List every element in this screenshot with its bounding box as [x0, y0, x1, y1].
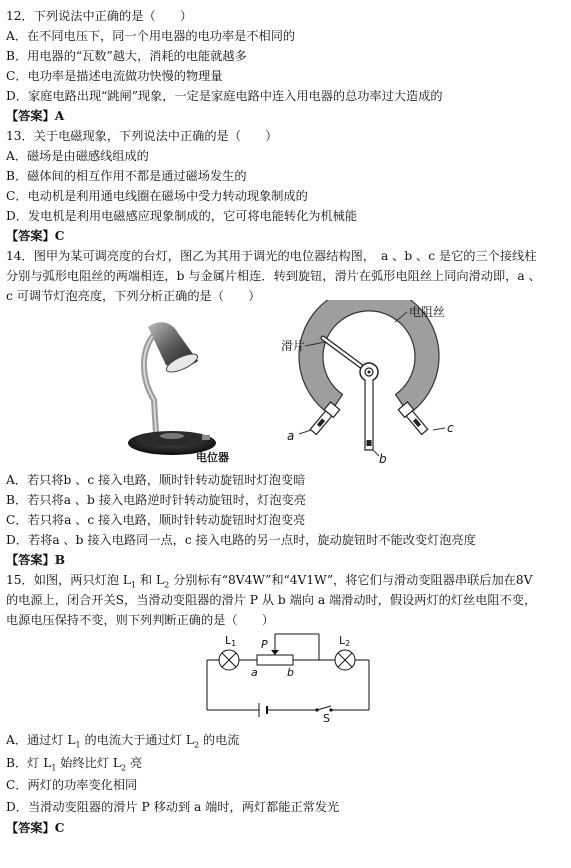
q13-answer: 【答案】C	[6, 229, 65, 243]
q14-stem-line3: c 可调节灯泡亮度，下列分析正确的是（ ）	[6, 289, 261, 303]
q15-stem-line3: 电源电压保持不变，则下列判断正确的是（ ）	[6, 613, 275, 627]
q15-option-b: B．灯 $L_1$ 始终比灯 $L_2$ 亮	[6, 756, 143, 773]
terminal-b-label: b	[379, 452, 387, 465]
terminal-a-label: a	[287, 429, 295, 443]
q12-option-b: B．用电器的“瓦数”越大，消耗的电能就越多	[6, 49, 247, 63]
q14-option-a: A．若只将b 、c 接入电路，顺时针转动旋钮时灯泡变暗	[6, 473, 306, 487]
q13-stem: 13．关于电磁现象，下列说法中正确的是（ ）	[6, 129, 278, 143]
rheostat-icon	[257, 655, 293, 665]
q14-option-d: D．若将a 、b 接入电路同一点，c 接入电路的另一点时，旋动旋钮时不能改变灯泡亮度	[6, 533, 476, 547]
terminal-c-label: c	[447, 421, 454, 435]
q15-stem-line1: 15．如图，两只灯泡 $L_1$ 和 $L_2$ 分别标有“8V4W”和“4V1W”，将它们与滑动变阻器串联后加在8V	[6, 573, 533, 590]
battery-icon	[259, 703, 267, 717]
q14-answer: 【答案】B	[6, 553, 66, 567]
q14-option-c: C．若只将a 、c 接入电路，顺时针转动旋钮时灯泡变亮	[6, 513, 306, 527]
resistance-wire-label: 电阻丝	[409, 305, 446, 319]
lamp-l2-label: L2	[339, 634, 351, 648]
q12-stem: 12．下列说法中正确的是（ ）	[6, 9, 193, 23]
metal-strip-icon	[365, 380, 373, 450]
q13-option-b: B．磁体间的相互作用不都是通过磁场发生的	[6, 169, 247, 183]
q12-option-c: C．电功率是描述电流做功快慢的物理量	[6, 69, 223, 83]
q14-stem-line2: 分别与弧形电阻丝的两端相连，b 与金属片相连．转到旋钮，滑片在弧形电阻丝上同向滑动即，a 、	[6, 269, 541, 283]
q14-option-b: B．若只将a 、b 接入电路逆时针转动旋钮时，灯泡变亮	[6, 493, 306, 507]
q15-option-d: D．当滑动变阻器的滑片 P 移动到 a 端时，两灯都能正常发光	[6, 800, 340, 814]
q12-option-d: D．家庭电路出现“跳闸”现象，一定是家庭电路中连入用电器的总功率过大造成的	[6, 89, 443, 103]
end-a-label: a	[251, 666, 258, 679]
q13-option-c: C．电动机是利用通电线圈在磁场中受力转动现象制成的	[6, 189, 308, 203]
q13-option-d: D．发电机是利用电磁感应现象制成的，它可将电能转化为机械能	[6, 209, 358, 223]
switch-s-icon	[315, 706, 332, 712]
q13-option-a: A．磁场是由磁感线组成的	[6, 149, 149, 163]
switch-s-label: S	[323, 712, 330, 722]
desk-lamp-figure	[120, 315, 255, 465]
q15-option-a: A．通过灯 $L_1$ 的电流大于通过灯 $L_2$ 的电流	[6, 733, 240, 750]
series-circuit-diagram	[195, 630, 385, 722]
lamp-l2-icon	[335, 650, 355, 670]
q15-option-c: C．两灯的功率变化相同	[6, 778, 138, 792]
q12-option-a: A．在不同电压下，同一个用电器的电功率是不相同的	[6, 29, 296, 43]
lamp-l1-label: L1	[225, 634, 237, 648]
q12-answer: 【答案】A	[6, 109, 65, 123]
q14-stem-line1: 14．图甲为某可调亮度的台灯，图乙为其用于调光的电位器结构图， a 、b 、c 是它的三个接线柱	[6, 249, 537, 263]
lamp-l1-icon	[219, 650, 239, 670]
slider-p-label: P	[261, 638, 268, 651]
potentiometer-label: 电位器	[196, 451, 229, 464]
q15-answer: 【答案】C	[6, 821, 65, 835]
end-b-label: b	[287, 666, 294, 679]
slider-label: 滑片	[281, 339, 306, 353]
slider-p-arrow-icon	[271, 650, 279, 655]
q15-stem-line2: 的电源上，闭合开关S，当滑动变阻器的滑片 P 从 b 端向 a 端滑动时，假设两灯的灯丝电阻不变，	[6, 593, 537, 607]
potentiometer-diagram	[275, 300, 480, 465]
